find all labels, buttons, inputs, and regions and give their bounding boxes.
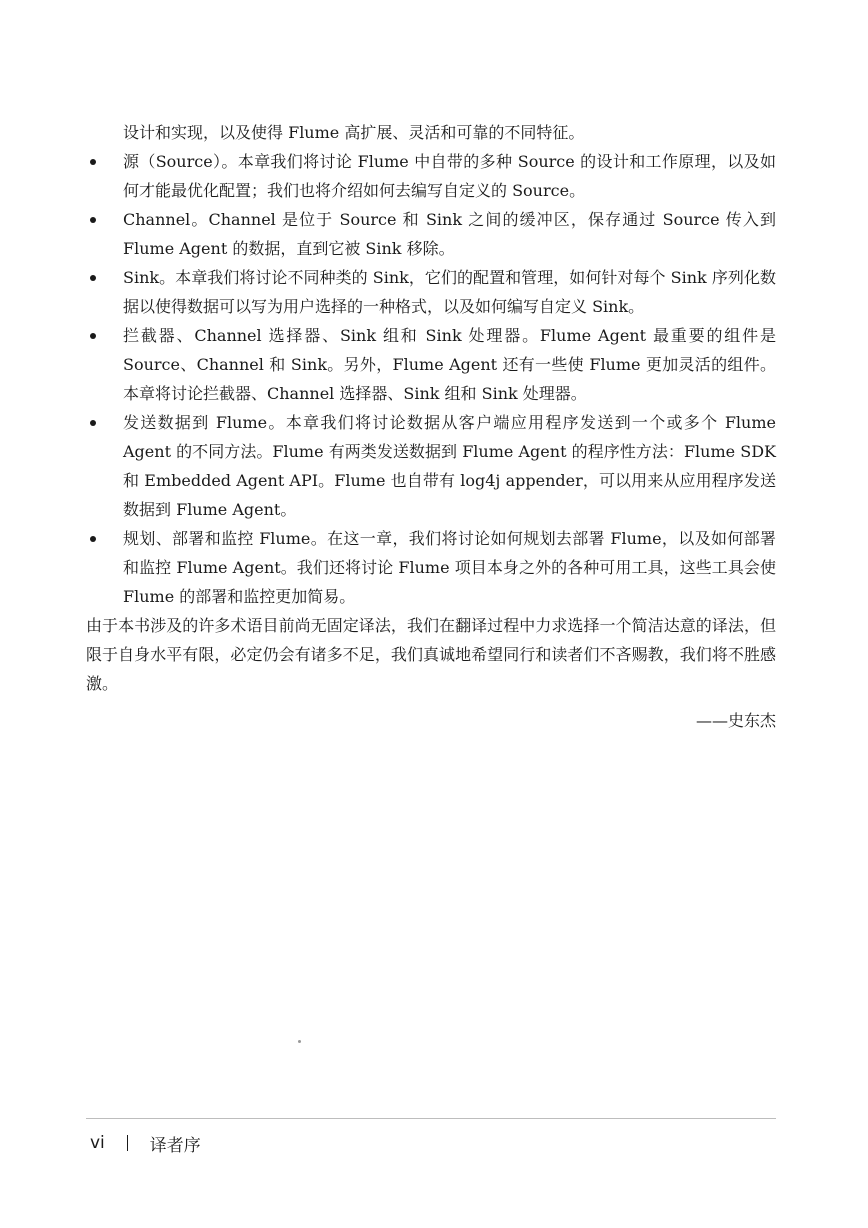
bullet-icon	[90, 159, 96, 165]
list-item-text: Sink。本章我们将讨论不同种类的 Sink，它们的配置和管理，如何针对每个 Sink 序列化数据以使得数据可以写为用户选择的一种格式，以及如何编写自定义 Sink。	[123, 268, 776, 316]
list-item	[86, 147, 776, 205]
translator-signature: ——史东杰	[695, 711, 776, 730]
chapter-list	[86, 147, 776, 611]
page-number: vi	[90, 1133, 105, 1153]
list-item-text: Channel。Channel 是位于 Source 和 Sink 之间的缓冲区，保存通过 Source 传入到 Flume Agent 的数据，直到它被 Sink 移除。	[123, 210, 776, 258]
bullet-icon	[90, 420, 96, 426]
bullet-icon	[90, 217, 96, 223]
footer-divider	[86, 1118, 776, 1119]
list-item	[86, 321, 776, 408]
bullet-icon	[90, 333, 96, 339]
list-item	[86, 524, 776, 611]
bullet-icon	[90, 536, 96, 542]
footer-separator	[127, 1135, 128, 1151]
closing-paragraph: 由于本书涉及的许多术语目前尚无固定译法，我们在翻译过程中力求选择一个简洁达意的译法，但限于自身水平有限，必定仍会有诸多不足，我们真诚地希望同行和读者们不吝赐教，我们将不胜感激。	[86, 616, 776, 693]
intro-continuation: 设计和实现，以及使得 Flume 高扩展、灵活和可靠的不同特征。	[123, 123, 585, 142]
list-item-text: 发送数据到 Flume。本章我们将讨论数据从客户端应用程序发送到一个或多个 Flume Agent 的不同方法。Flume 有两类发送数据到 Flume Agent 的程序性方法：Flume SDK 和 Embedded Agent API。Flume 也自带有 log4j appender，可以用来从应用程序发送数据到 Flume Agent。	[123, 413, 776, 519]
list-item	[86, 263, 776, 321]
scan-speck	[298, 1040, 301, 1043]
list-item	[86, 408, 776, 524]
page-footer	[90, 1128, 201, 1158]
page-body	[86, 118, 776, 735]
list-item	[86, 205, 776, 263]
list-item-text: 拦截器、Channel 选择器、Sink 组和 Sink 处理器。Flume Agent 最重要的组件是 Source、Channel 和 Sink。另外，Flume Agent 还有一些使 Flume 更加灵活的组件。本章将讨论拦截器、Channel 选择器、Sink 组和 Sink 处理器。	[123, 326, 776, 403]
bullet-icon	[90, 275, 96, 281]
list-item-text: 源（Source）。本章我们将讨论 Flume 中自带的多种 Source 的设计和工作原理，以及如何才能最优化配置；我们也将介绍如何去编写自定义的 Source。	[123, 152, 776, 200]
list-item-text: 规划、部署和监控 Flume。在这一章，我们将讨论如何规划去部署 Flume，以及如何部署和监控 Flume Agent。我们还将讨论 Flume 项目本身之外的各种可用工具，这些工具会使 Flume 的部署和监控更加简易。	[123, 529, 776, 606]
section-title: 译者序	[149, 1135, 201, 1156]
